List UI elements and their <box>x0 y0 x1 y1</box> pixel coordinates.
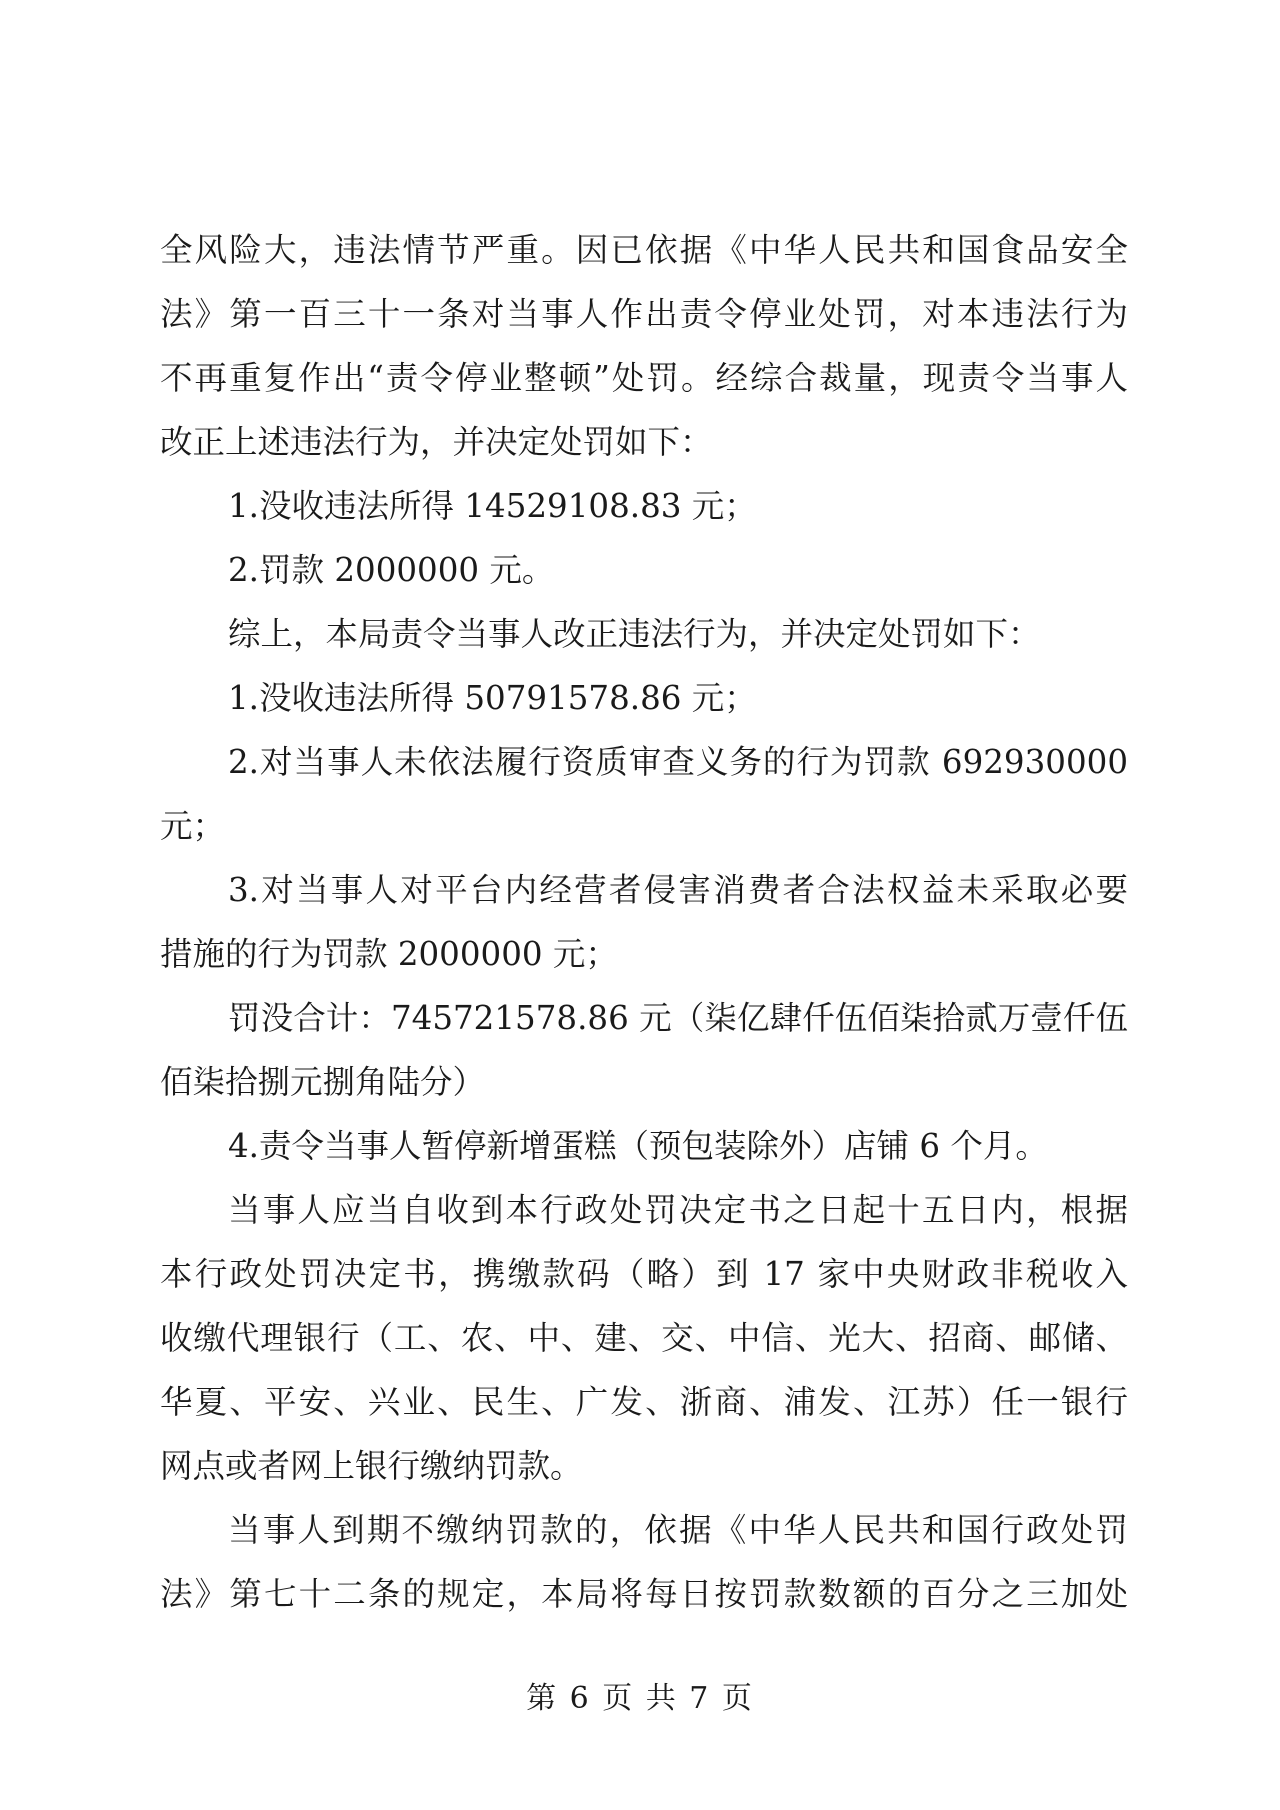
page-number-footer: 第 6 页 共 7 页 <box>526 1681 754 1716</box>
summary-item-4: 4.责令当事人暂停新增蛋糕（预包装除外）店铺 6 个月。 <box>228 1127 1048 1165</box>
body-line-3: 不再重复作出“责令停业整顿”处罚。经综合裁量，现责令当事人 <box>160 359 1128 397</box>
total-amount: 罚没合计：745721578.86 元（柒亿肆仟伍佰柒拾贰万壹仟伍 <box>228 999 1128 1037</box>
payment-para-line-3: 收缴代理银行（工、农、中、建、交、中信、光大、招商、邮储、 <box>160 1319 1128 1357</box>
body-line-2: 法》第一百三十一条对当事人作出责令停业处罚，对本违法行为 <box>160 295 1128 333</box>
payment-para-line-2: 本行政处罚决定书，携缴款码（略）到 17 家中央财政非税收入 <box>160 1255 1128 1293</box>
body-line-4: 改正上述违法行为，并决定处罚如下： <box>160 423 713 461</box>
payment-para-line-4: 华夏、平安、兴业、民生、广发、浙商、浦发、江苏）任一银行 <box>160 1383 1128 1421</box>
summary-item-2-cont: 元； <box>160 807 226 845</box>
summary-intro: 综上，本局责令当事人改正违法行为，并决定处罚如下： <box>228 615 1041 653</box>
penalty-item-1: 1.没收违法所得 14529108.83 元； <box>228 487 757 525</box>
summary-item-3: 3.对当事人对平台内经营者侵害消费者合法权益未采取必要 <box>228 871 1128 909</box>
penalty-item-2: 2.罚款 2000000 元。 <box>228 551 555 589</box>
body-line-1: 全风险大，违法情节严重。因已依据《中华人民共和国食品安全 <box>160 231 1128 269</box>
summary-item-1: 1.没收违法所得 50791578.86 元； <box>228 679 757 717</box>
summary-item-2: 2.对当事人未依法履行资质审查义务的行为罚款 692930000 <box>228 743 1128 781</box>
summary-item-3-cont: 措施的行为罚款 2000000 元； <box>160 935 618 973</box>
payment-para-line-5: 网点或者网上银行缴纳罚款。 <box>160 1447 583 1485</box>
payment-para-line-1: 当事人应当自收到本行政处罚决定书之日起十五日内，根据 <box>228 1191 1128 1229</box>
total-amount-cont: 佰柒拾捌元捌角陆分） <box>160 1063 486 1101</box>
late-fee-para-line-1: 当事人到期不缴纳罚款的，依据《中华人民共和国行政处罚 <box>228 1511 1128 1549</box>
late-fee-para-line-2: 法》第七十二条的规定，本局将每日按罚款数额的百分之三加处 <box>160 1575 1128 1613</box>
